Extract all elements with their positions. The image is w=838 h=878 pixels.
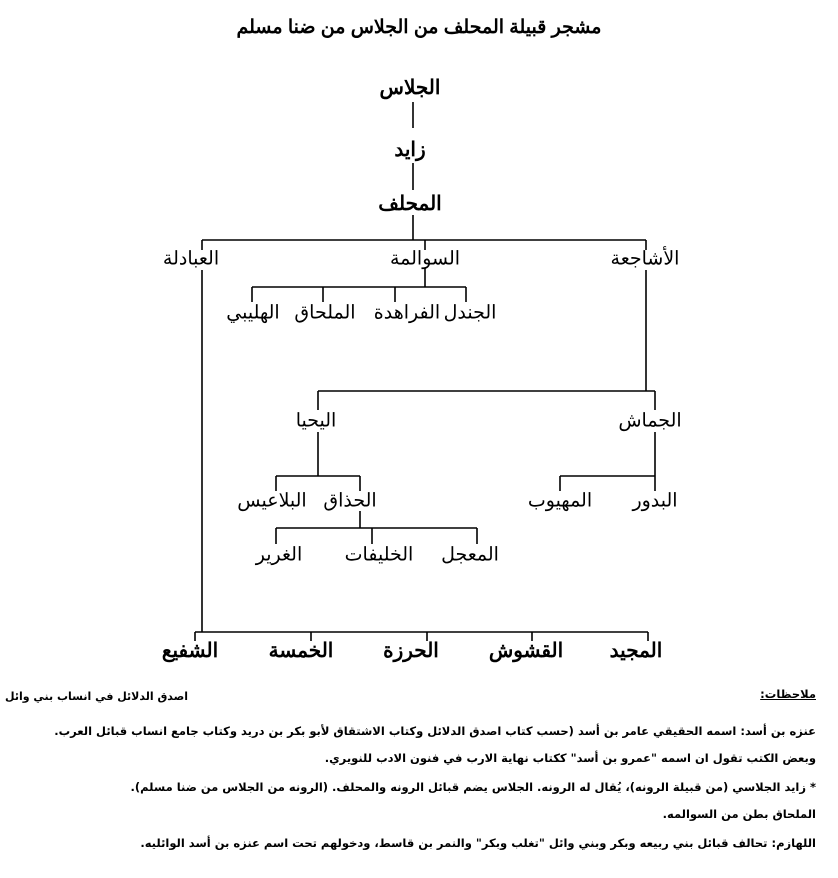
- node-level2: المحلف: [378, 193, 442, 215]
- note-line: وبعض الكتب تقول ان اسمه "عمرو بن أسد" ككتاب نهاية الارب في فنون الادب للنويري.: [324, 751, 816, 765]
- node-balaies: البلاعيس: [237, 490, 307, 512]
- node-jandal: الجندل: [443, 302, 497, 324]
- node-ghurayr: الغرير: [255, 544, 303, 566]
- diagram-title: مشجر قبيلة المحلف من الجلاس من ضنا مسلم: [236, 17, 602, 38]
- node-level1: زايد: [394, 139, 426, 161]
- note-line: اللهازم: تحالف قبائل بني ربيعه وبكر وبني وائل "تغلب وبكر" والنمر بن قاسط، ودخولهم تحت اسم عنزه بن أسد الوائليه.: [140, 836, 816, 850]
- node-majeed: المجيد: [609, 640, 663, 662]
- node-sawalma: السوالمة: [389, 248, 461, 270]
- node-hadhaq: الحذاق: [323, 490, 377, 512]
- notes-heading: ملاحظات:: [760, 687, 816, 701]
- node-farahida: الفراهدة: [373, 302, 441, 324]
- node-abadila: العبادلة: [162, 248, 220, 270]
- node-root: الجلاس: [379, 77, 441, 99]
- node-jammash: الجماش: [618, 410, 682, 432]
- source-reference: اصدق الدلائل في انساب بني وائل: [5, 690, 189, 703]
- node-khamsa: الخمسة: [268, 640, 334, 662]
- node-budour: البدور: [632, 490, 678, 512]
- node-khulayfat: الخليفات: [344, 544, 414, 566]
- node-ashajia: الأشاجعة: [610, 248, 680, 270]
- node-muajjal: المعجل: [441, 544, 499, 566]
- node-milhaq: الملحاق: [294, 302, 356, 324]
- node-harza: الحرزة: [383, 640, 439, 662]
- node-qashoush: القشوش: [488, 640, 564, 662]
- node-mahyoub: المهيوب: [527, 490, 593, 512]
- node-hulaybi: الهليبي: [226, 302, 280, 324]
- note-line: الملحاق بطن من السوالمه.: [662, 807, 816, 821]
- note-line: عنزه بن أسد: اسمه الحقيقي عامر بن أسد (حسب كتاب اصدق الدلائل وكتاب الاشتقاق لأبو بكر بن دريد وكتاب جامع انساب قبائل العرب.: [54, 724, 816, 738]
- note-line: * زايد الجلاسي (من قبيلة الرونه)، يُقال له الرونه. الجلاس يضم قبائل الرونه والمحلف. (الرونه من الجلاس من ضنا مسلم).: [130, 780, 816, 794]
- node-yahya: اليحيا: [295, 410, 337, 432]
- node-shafi: الشفيع: [161, 640, 219, 662]
